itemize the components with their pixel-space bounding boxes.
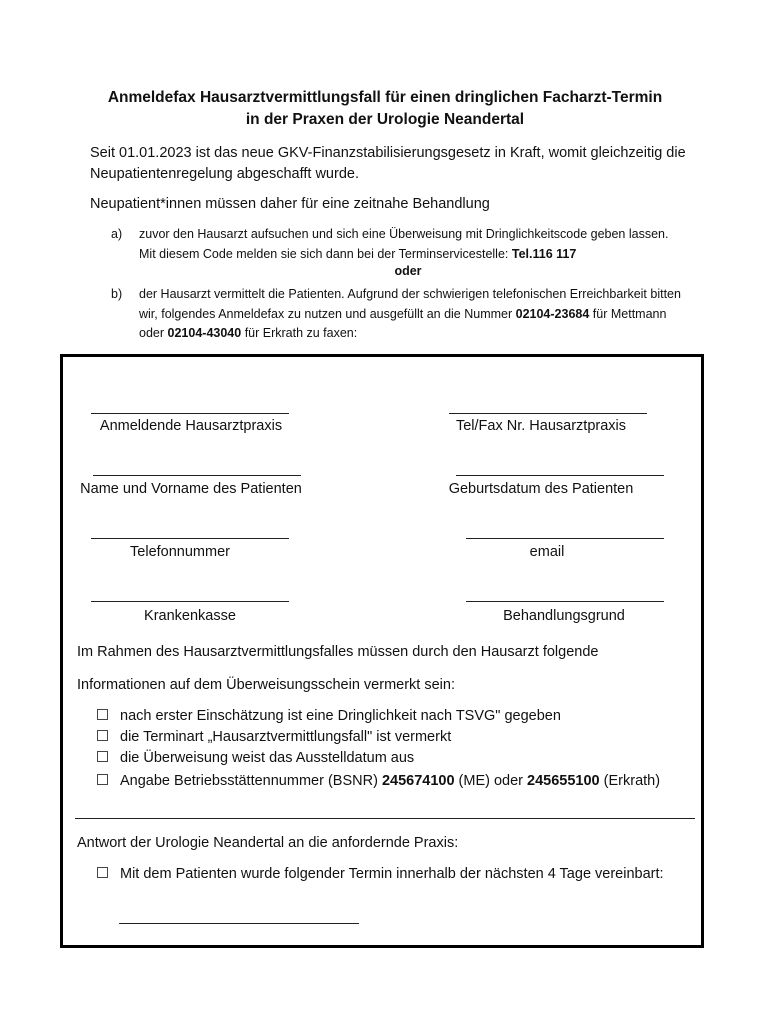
neupatient-paragraph: Neupatient*innen müssen daher für eine zeitnahe Behandlung [90,196,490,212]
checkbox-icon[interactable] [97,730,108,741]
list-item-b [111,285,687,344]
answer-termin-line[interactable] [119,923,359,924]
intro-paragraph: Seit 01.01.2023 ist das neue GKV-Finanzstabilisierungsgesetz in Kraft, womit gleichzeitig die Neupatientenregelung abgeschafft wurde. [90,145,686,182]
fax-form-box [60,354,704,948]
field-label-geburtsdatum: Geburtsdatum des Patienten [448,481,634,497]
checkbox-icon[interactable] [97,867,108,878]
field-label-name: Name und Vorname des Patienten [80,481,302,497]
field-line-telfax[interactable] [449,413,647,414]
answer-title: Antwort der Urologie Neandertal an die anfordernde Praxis: [77,835,459,851]
field-line-geburtsdatum[interactable] [456,475,664,476]
checkbox-icon[interactable] [97,751,108,762]
field-label-email: email [529,544,565,560]
field-line-telefon[interactable] [91,538,289,539]
checkbox-icon[interactable] [97,709,108,720]
field-line-behandlungsgrund[interactable] [466,601,664,602]
info-text-line-2: Informationen auf dem Überweisungsschein vermerkt sein: [77,677,455,693]
field-label-behandlungsgrund: Behandlungsgrund [503,608,625,624]
checklist-item-bsnr: Angabe Betriebsstättennummer (BSNR) 245674100 (ME) oder 245655100 (Erkrath) [97,773,660,789]
bsnr-erkrath: 245655100 [527,773,600,789]
field-line-praxis[interactable] [91,413,289,414]
document-title-line-1: Anmeldefax Hausarztvermittlungsfall für einen dringlichen Facharzt-Termin [107,89,663,106]
checklist-item-terminart: die Terminart „Hausarztvermittlungsfall" ist vermerkt [97,729,451,745]
checklist-item-dringlichkeit: nach erster Einschätzung ist eine Dringlichkeit nach TSVG" gegeben [97,708,561,724]
oder-text: oder [394,264,422,278]
field-label-praxis: Anmeldende Hausarztpraxis [99,418,283,434]
field-label-telefon: Telefonnummer [130,544,230,560]
list-text-b: der Hausarzt vermittelt die Patienten. Aufgrund der schwierigen telefonischen Erreichbarkeit bitten wir, folgendes Anmeldefax zu nutzen und ausgefüllt an die Nummer [139,287,681,321]
info-text-line-1: Im Rahmen des Hausarztvermittlungsfalles müssen durch den Hausarzt folgende [77,644,599,660]
field-label-krankenkasse: Krankenkasse [144,608,236,624]
checkbox-icon[interactable] [97,774,108,785]
field-line-name[interactable] [93,475,301,476]
field-line-krankenkasse[interactable] [91,601,289,602]
list-label-b: b) [111,287,123,301]
list-text-b-mid: für Mettmann oder [139,306,667,340]
list-text-b-end: für Erkrath zu faxen: [244,326,358,340]
terminservice-phone: Tel.116 117 [511,246,577,261]
fax-number-mettmann: 02104-23684 [515,306,590,321]
checklist-item-ausstelldatum: die Überweisung weist das Ausstelldatum aus [97,750,414,766]
answer-check-termin: Mit dem Patienten wurde folgender Termin innerhalb der nächsten 4 Tage vereinbart: [97,866,664,882]
field-line-email[interactable] [466,538,664,539]
fax-number-erkrath: 02104-43040 [167,326,242,340]
field-label-telfax: Tel/Fax Nr. Hausarztpraxis [455,418,627,434]
list-text-a: zuvor den Hausarzt aufsuchen und sich eine Überweisung mit Dringlichkeitscode geben lassen. Mit diesem Code melden sie sich dann bei der Terminservicestelle: [139,227,669,261]
list-label-a: a) [111,227,123,241]
section-divider [75,818,695,819]
bsnr-mettmann: 245674100 [381,773,455,789]
document-title-line-2: in der Praxen der Urologie Neandertal [245,111,525,128]
list-item-a [111,225,687,264]
